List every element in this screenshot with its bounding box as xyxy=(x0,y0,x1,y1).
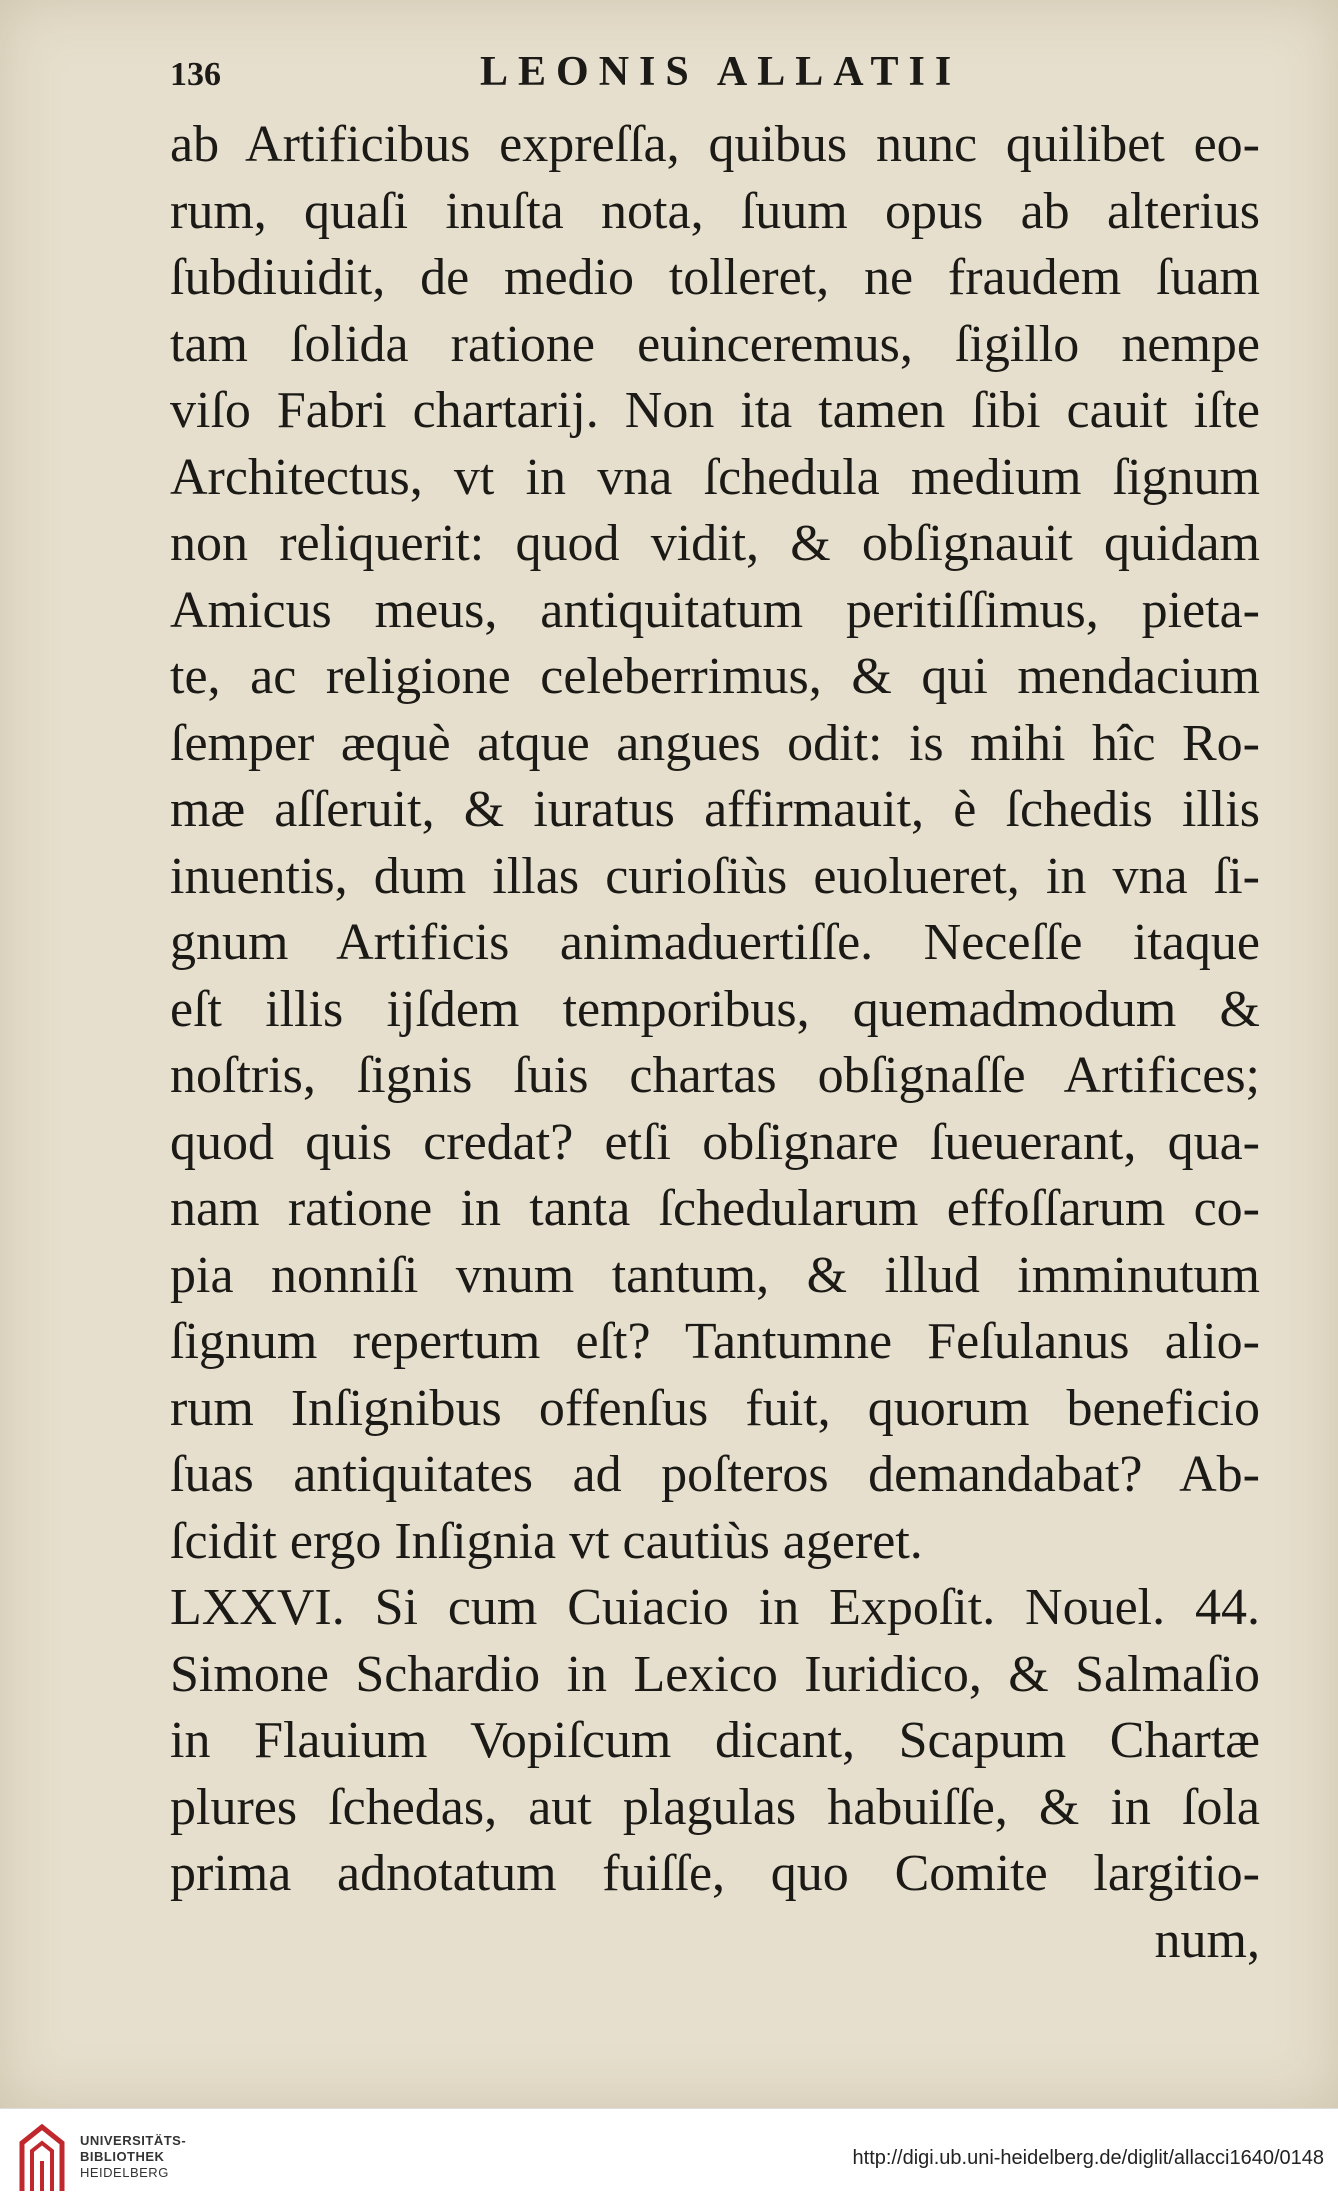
library-name-line2: BIBLIOTHEK xyxy=(80,2149,165,2164)
text-line: prima adnotatum fuiſſe, quo Comite largitio- xyxy=(170,1845,1260,1902)
text-line: eſt illis ijſdem temporibus, quemadmodum & xyxy=(170,980,1260,1038)
text-line: ſcidit ergo Inſignia vt cautiùs ageret. xyxy=(170,1512,923,1570)
text-line: ſuas antiquitates ad poſteros demandabat? Ab- xyxy=(170,1446,1260,1503)
text-line: noſtris, ſignis ſuis chartas obſignaſſe Artifices; xyxy=(170,1047,1260,1104)
text-line: Simone Schardio in Lexico Iuridico, & Salmaſio xyxy=(170,1645,1260,1703)
header-title: LEONIS ALLATII xyxy=(480,49,962,95)
text-line: ab Artificibus expreſſa, quibus nunc quilibet eo- xyxy=(170,116,1260,173)
text-line: in Flauium Vopiſcum dicant, Scapum Chartæ xyxy=(170,1712,1260,1769)
text-line: Amicus meus, antiquitatum peritiſſimus, pieta- xyxy=(170,581,1260,639)
text-line: te, ac religione celeberrimus, & qui mendacium xyxy=(170,648,1260,705)
text-line: LXXVI. Si cum Cuiacio in Expoſit. Nouel. 44. xyxy=(170,1579,1260,1636)
text-line: inuentis, dum illas curioſiùs euolueret, in vna ſi- xyxy=(170,847,1260,905)
text-line: mæ aſſeruit, & iuratus affirmauit, è ſchedis illis xyxy=(170,781,1260,838)
text-line: gnum Artificis animaduertiſſe. Neceſſe itaque xyxy=(170,914,1260,971)
text-line: nam ratione in tanta ſchedularum effoſſarum co- xyxy=(170,1180,1260,1237)
text-line: pia nonniſi vnum tantum, & illud imminutum xyxy=(170,1246,1260,1304)
library-name xyxy=(80,2133,186,2181)
text-line: ſignum repertum eſt? Tantumne Feſulanus alio- xyxy=(170,1313,1260,1370)
text-line: Architectus, vt in vna ſchedula medium ſignum xyxy=(170,448,1260,506)
body-text xyxy=(170,112,1260,1974)
catchword: num, xyxy=(1154,1911,1260,1969)
library-logo-icon xyxy=(14,2121,70,2195)
text-line: rum, quaſi inuſta nota, ſuum opus ab alterius xyxy=(170,182,1260,240)
text-line: tam ſolida ratione euinceremus, ſigillo nempe xyxy=(170,315,1260,373)
running-head xyxy=(170,48,1260,108)
text-line: ſubdiuidit, de medio tolleret, ne fraudem ſuam xyxy=(170,249,1260,306)
source-url[interactable]: http://digi.ub.uni-heidelberg.de/diglit/allacci1640/0148 xyxy=(852,2147,1324,2169)
page-content xyxy=(170,48,1260,1974)
text-line: plures ſchedas, aut plagulas habuiſſe, & in ſola xyxy=(170,1778,1260,1836)
viewer-footer xyxy=(0,2108,1338,2208)
library-city: HEIDELBERG xyxy=(80,2165,169,2180)
page-number: 136 xyxy=(170,56,221,93)
text-line: quod quis credat? etſi obſignare ſueuerant, qua- xyxy=(170,1113,1260,1171)
text-line: ſemper æquè atque angues odit: is mihi hîc Ro- xyxy=(170,714,1260,772)
text-line: viſo Fabri chartarij. Non ita tamen ſibi cauit iſte xyxy=(170,382,1260,439)
text-line: rum Inſignibus offenſus fuit, quorum beneficio xyxy=(170,1379,1260,1437)
library-name-line1: UNIVERSITÄTS- xyxy=(80,2133,187,2148)
text-line: non reliquerit: quod vidit, & obſignauit quidam xyxy=(170,515,1260,572)
